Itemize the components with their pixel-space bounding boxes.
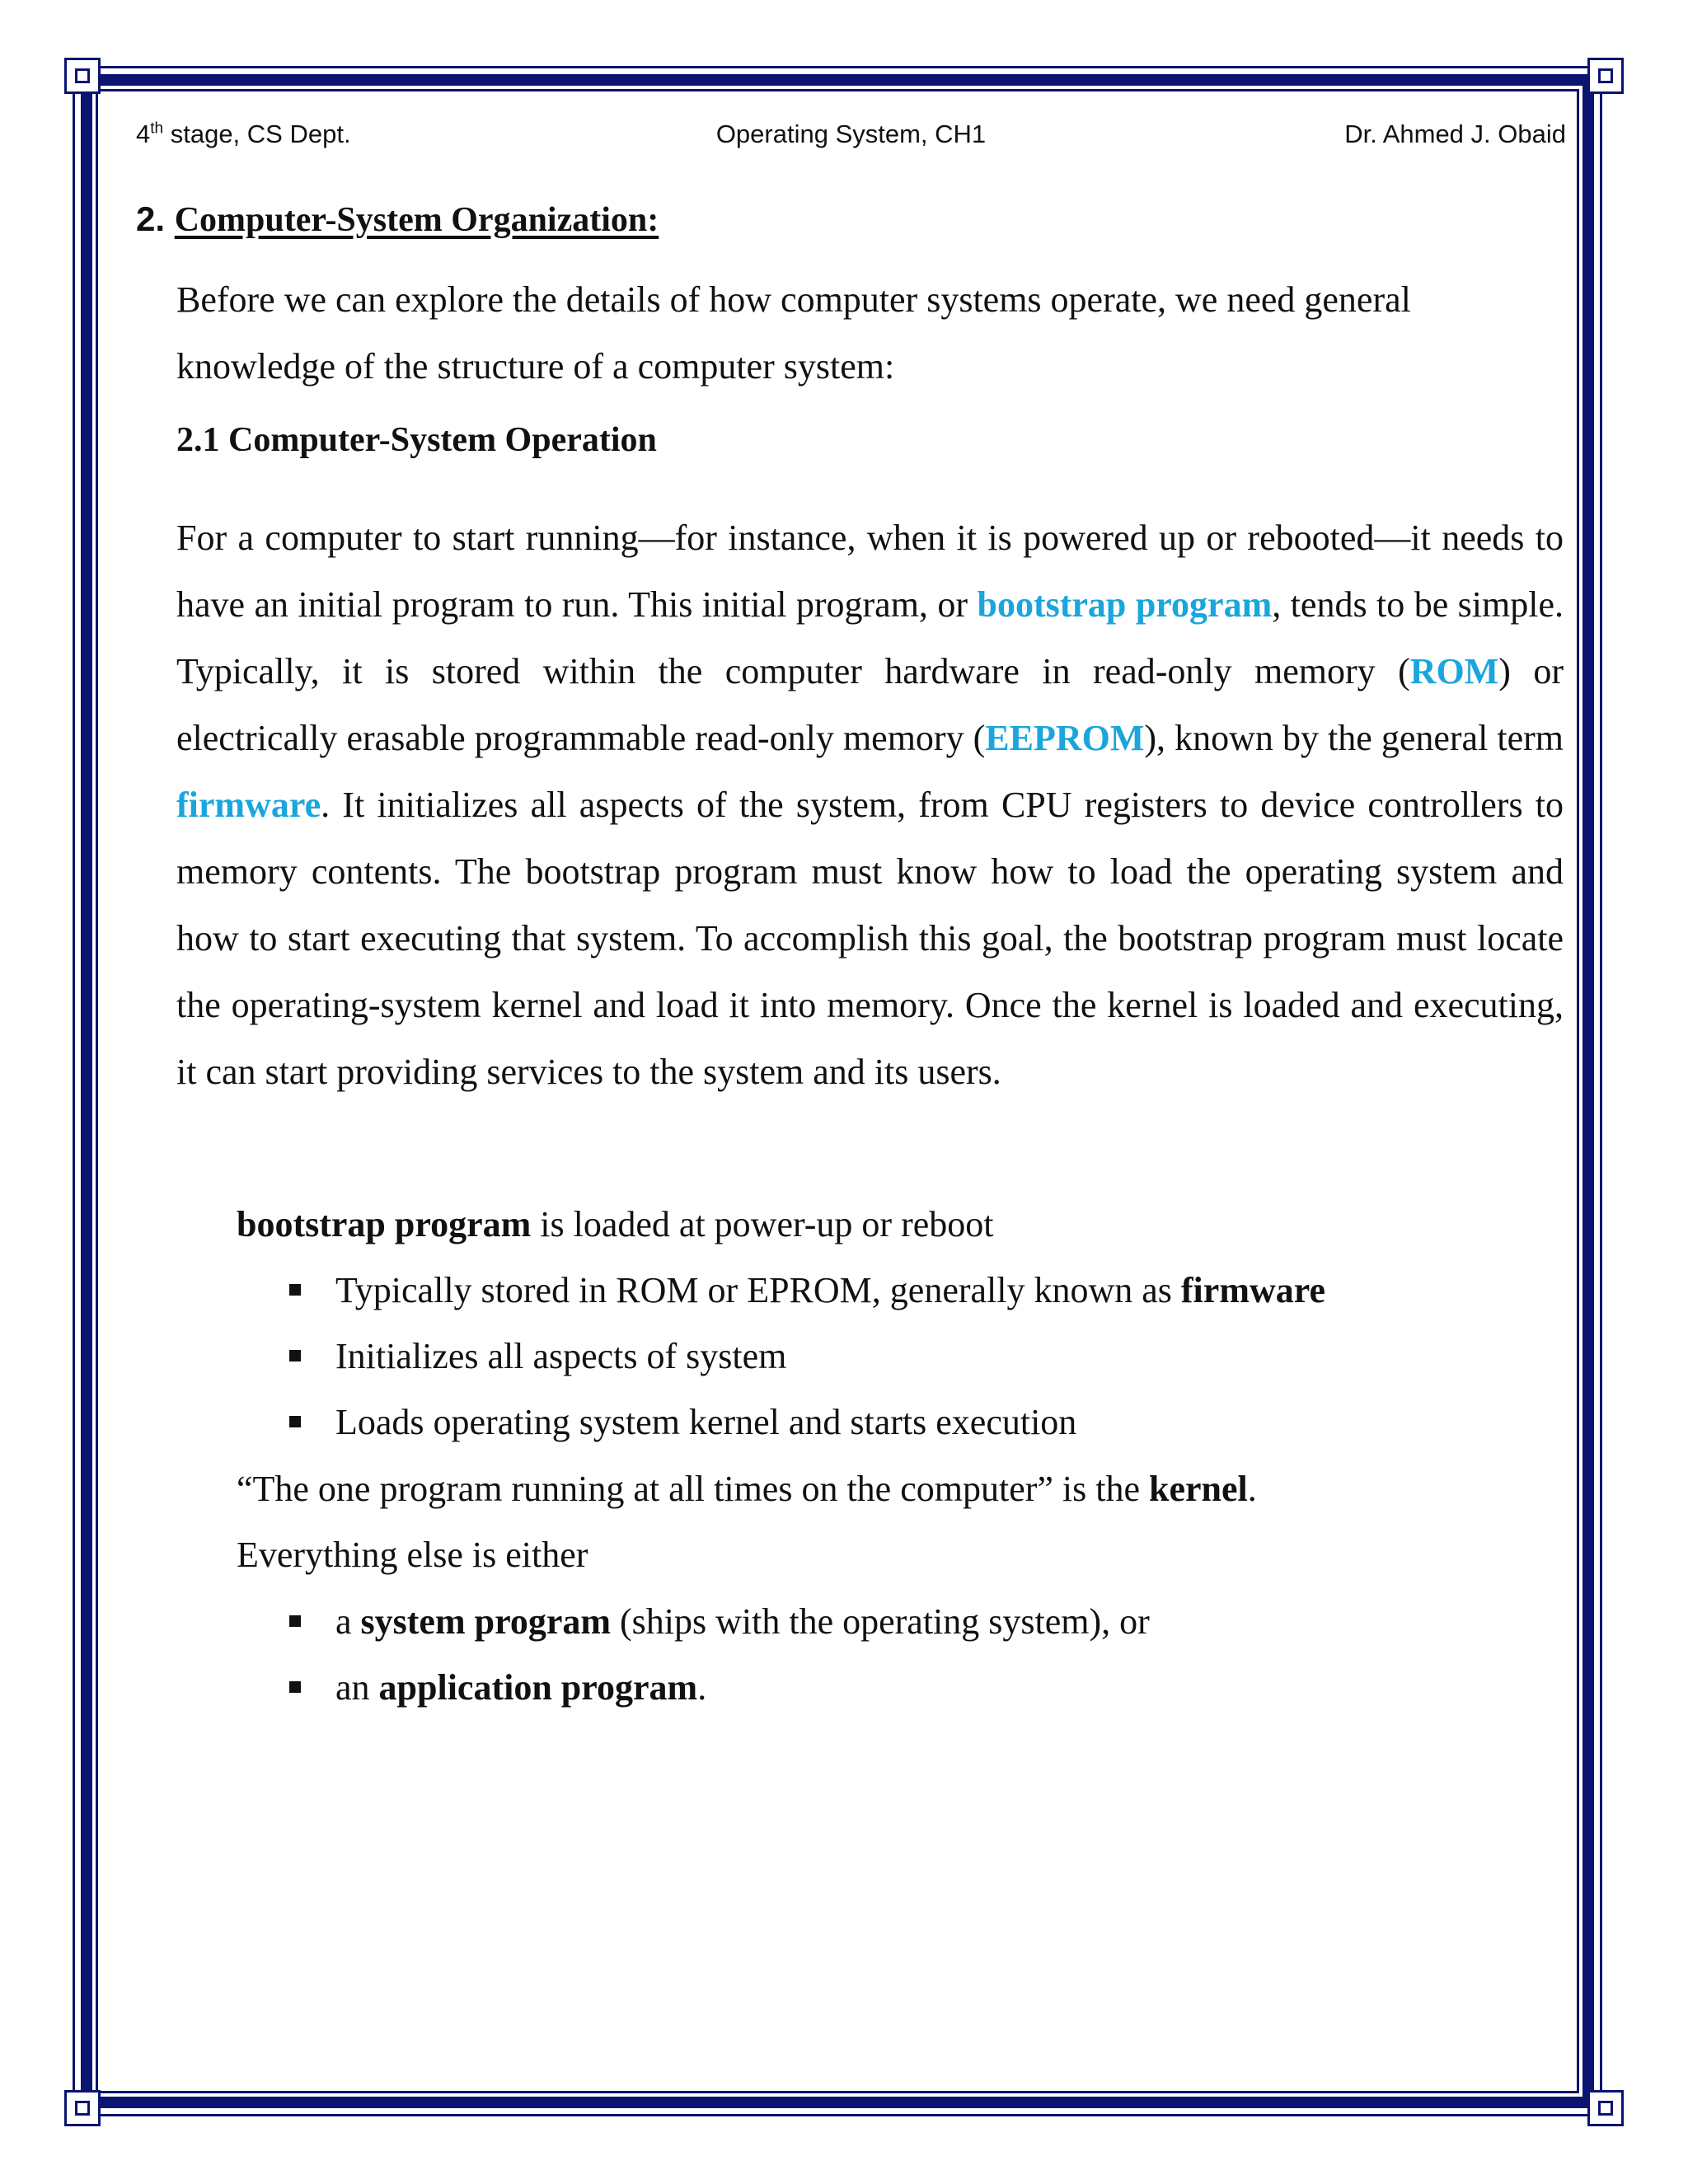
border-corner-ornament xyxy=(1587,2090,1624,2126)
term-rom: ROM xyxy=(1409,651,1499,691)
page-header xyxy=(136,120,1566,157)
summary-bootstrap-line: bootstrap program is loaded at power-up or reboot xyxy=(237,1204,994,1244)
header-course: 4th stage, CS Dept. xyxy=(136,120,351,148)
section-title: Computer-System Organization: xyxy=(174,201,659,239)
border-corner-ornament xyxy=(1587,58,1624,94)
summary-else-line: Everything else is either xyxy=(237,1535,588,1575)
term-firmware: firmware xyxy=(176,785,321,825)
border-corner-ornament xyxy=(64,2090,101,2126)
square-bullet-icon xyxy=(289,1416,301,1427)
square-bullet-icon xyxy=(289,1284,301,1296)
square-bullet-icon xyxy=(289,1615,301,1627)
term-eeprom: EEPROM xyxy=(985,718,1145,758)
header-author: Dr. Ahmed J. Obaid xyxy=(1344,120,1566,148)
section-heading: 2. Computer-System Organization: xyxy=(136,199,659,239)
term-bootstrap-program: bootstrap program xyxy=(977,584,1273,625)
subsection-heading: 2.1 Computer-System Operation xyxy=(176,421,657,459)
header-chapter: Operating System, CH1 xyxy=(715,120,987,148)
operation-paragraph: For a computer to start running—for instance, when it is powered up or rebooted—it needs to have an initial program to run. This initial program, or bootstrap program, tends to be simple. Typically, it is stored within the computer hardware in read-only memory (ROM) or electrically erasable programmable read-only memory (EEPROM), known by the general term firmware. It initializes all aspects of the system, from CPU registers to device controllers to memory contents. The bootstrap program must know how to load the operating system and how to start executing that system. To accomplish this goal, the bootstrap program must locate the operating-system kernel and load it into memory. Once the kernel is loaded and executing, it can start providing services to the system and its users. xyxy=(176,518,1564,1092)
border-corner-ornament xyxy=(64,58,101,94)
summary-kernel-line: “The one program running at all times on the computer” is the kernel. xyxy=(237,1469,1257,1509)
square-bullet-icon xyxy=(289,1350,301,1361)
intro-paragraph: Before we can explore the details of how computer systems operate, we need general knowledge of the structure of a computer system: xyxy=(176,279,1411,387)
square-bullet-icon xyxy=(289,1681,301,1693)
